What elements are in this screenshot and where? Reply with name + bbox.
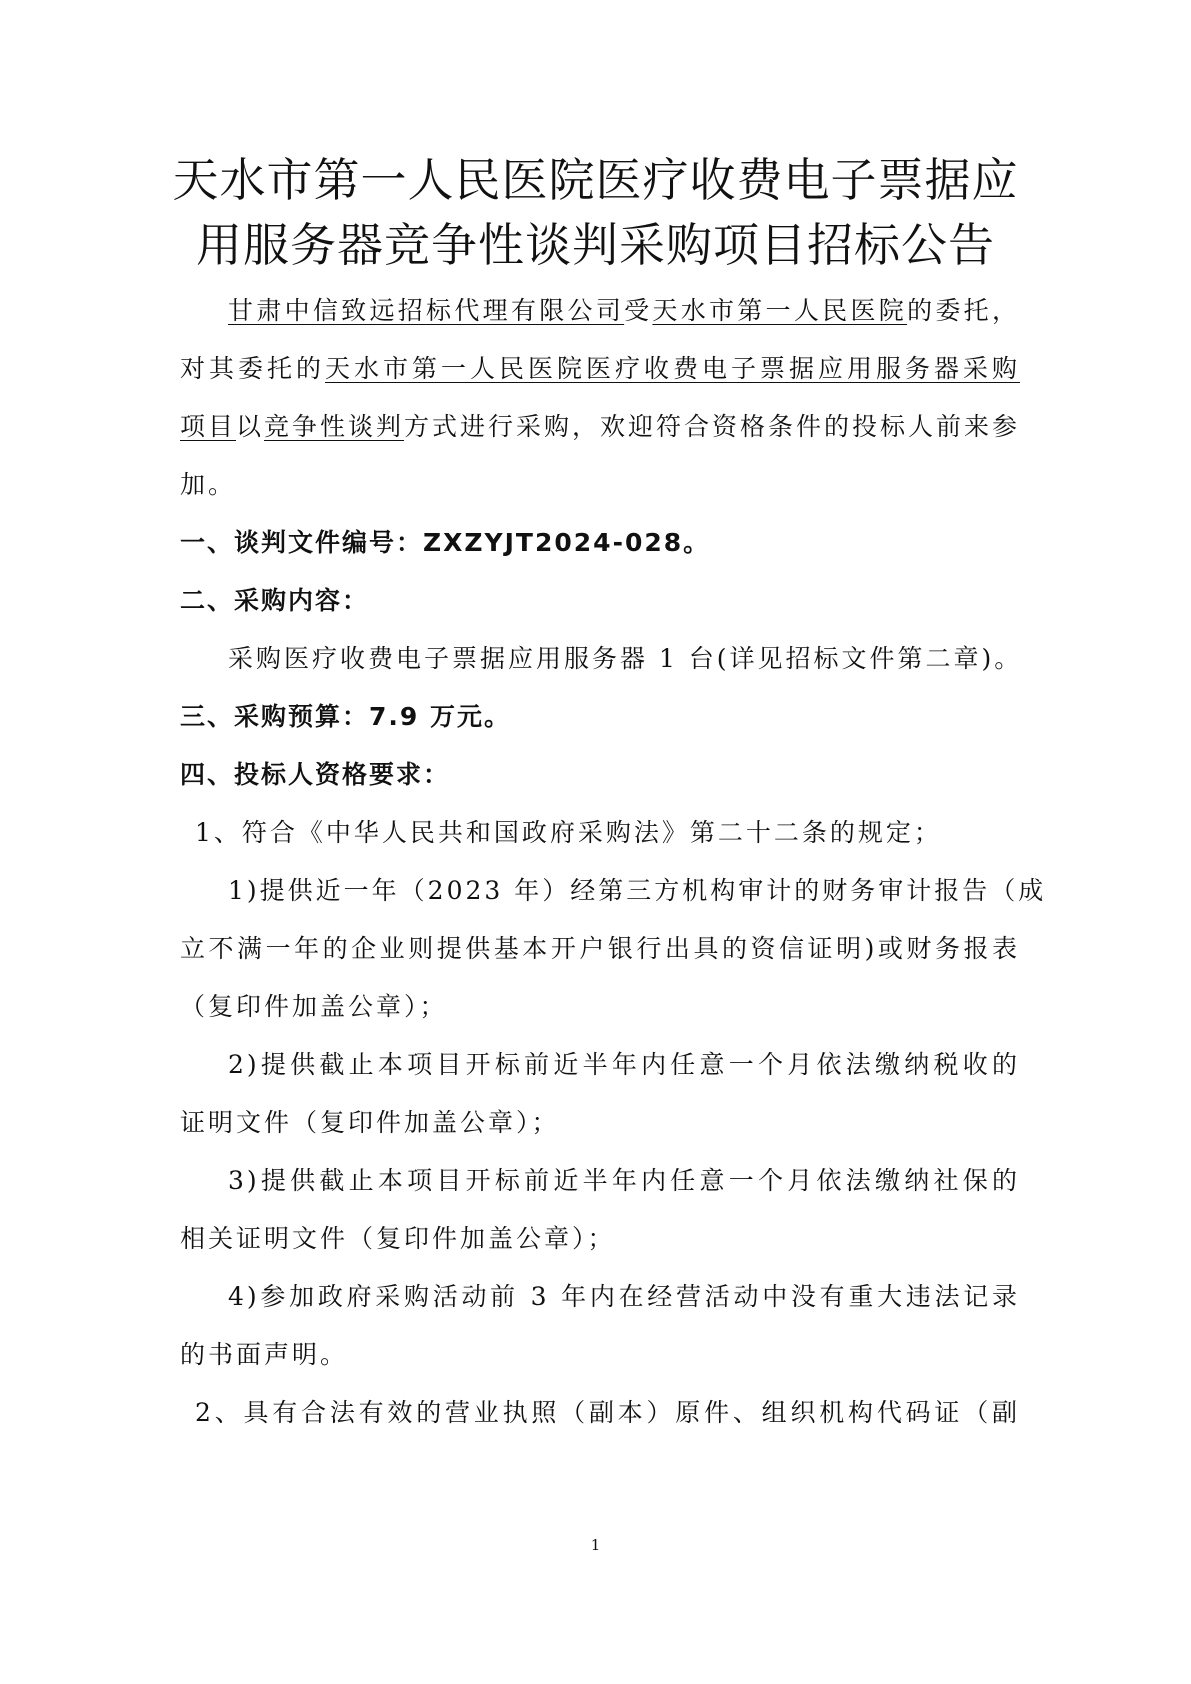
section-3-budget: 三、采购预算：7.9 万元。 [180, 702, 511, 731]
intro-line-4: 加。 [180, 470, 237, 499]
requirement-2-line-1: 2、具有合法有效的营业执照（副本）原件、组织机构代码证（副 [195, 1398, 1020, 1427]
intro-line-3: 项目以竞争性谈判方式进行采购，欢迎符合资格条件的投标人前来参 [180, 412, 1021, 441]
section-1-document-number: 一、谈判文件编号：ZXZYJT2024-028。 [180, 528, 711, 557]
sub-requirement-3-line-1: 3)提供截止本项目开标前近半年内任意一个月依法缴纳社保的 [228, 1166, 1020, 1195]
project-name-part-1: 天水市第一人民医院医疗收费电子票据应用服务器采购 [325, 354, 1020, 383]
sub-requirement-4-line-2: 的书面声明。 [180, 1340, 349, 1369]
intro-line-2: 对其委托的天水市第一人民医院医疗收费电子票据应用服务器采购 [180, 354, 1020, 383]
intro-line-1: 甘肃中信致远招标代理有限公司受天水市第一人民医院的委托， [228, 296, 1020, 325]
section-4-heading: 四、投标人资格要求： [180, 760, 451, 789]
sub-requirement-4-line-1: 4)参加政府采购活动前 3 年内在经营活动中没有重大违法记录 [228, 1282, 1020, 1311]
section-2-content: 采购医疗收费电子票据应用服务器 1 台(详见招标文件第二章)。 [228, 644, 1023, 673]
page-number: 1 [590, 1536, 601, 1554]
sub-requirement-1-line-2: 立不满一年的企业则提供基本开户银行出具的资信证明)或财务报表 [180, 934, 1020, 963]
sub-requirement-2-line-2: 证明文件（复印件加盖公章）； [180, 1108, 560, 1137]
sub-requirement-1-line-3: （复印件加盖公章）； [180, 992, 448, 1021]
agent-name: 甘肃中信致远招标代理有限公司 [228, 296, 625, 325]
sub-requirement-2-line-1: 2)提供截止本项目开标前近半年内任意一个月依法缴纳税收的 [228, 1050, 1020, 1079]
procurement-method: 竞争性谈判 [264, 412, 405, 441]
sub-requirement-3-line-2: 相关证明文件（复印件加盖公章）； [180, 1224, 616, 1253]
document-title-line-1: 天水市第一人民医院医疗收费电子票据应 [172, 153, 1019, 207]
sub-requirement-1-line-1: 1)提供近一年（2023 年）经第三方机构审计的财务审计报告（成 [228, 876, 1047, 905]
project-name-part-2: 项目 [180, 412, 237, 441]
requirement-1: 1、符合《中华人民共和国政府采购法》第二十二条的规定； [195, 818, 942, 847]
client-name: 天水市第一人民医院 [652, 296, 908, 325]
section-2-heading: 二、采购内容： [180, 586, 370, 615]
document-title-line-2: 用服务器竞争性谈判采购项目招标公告 [196, 218, 995, 272]
